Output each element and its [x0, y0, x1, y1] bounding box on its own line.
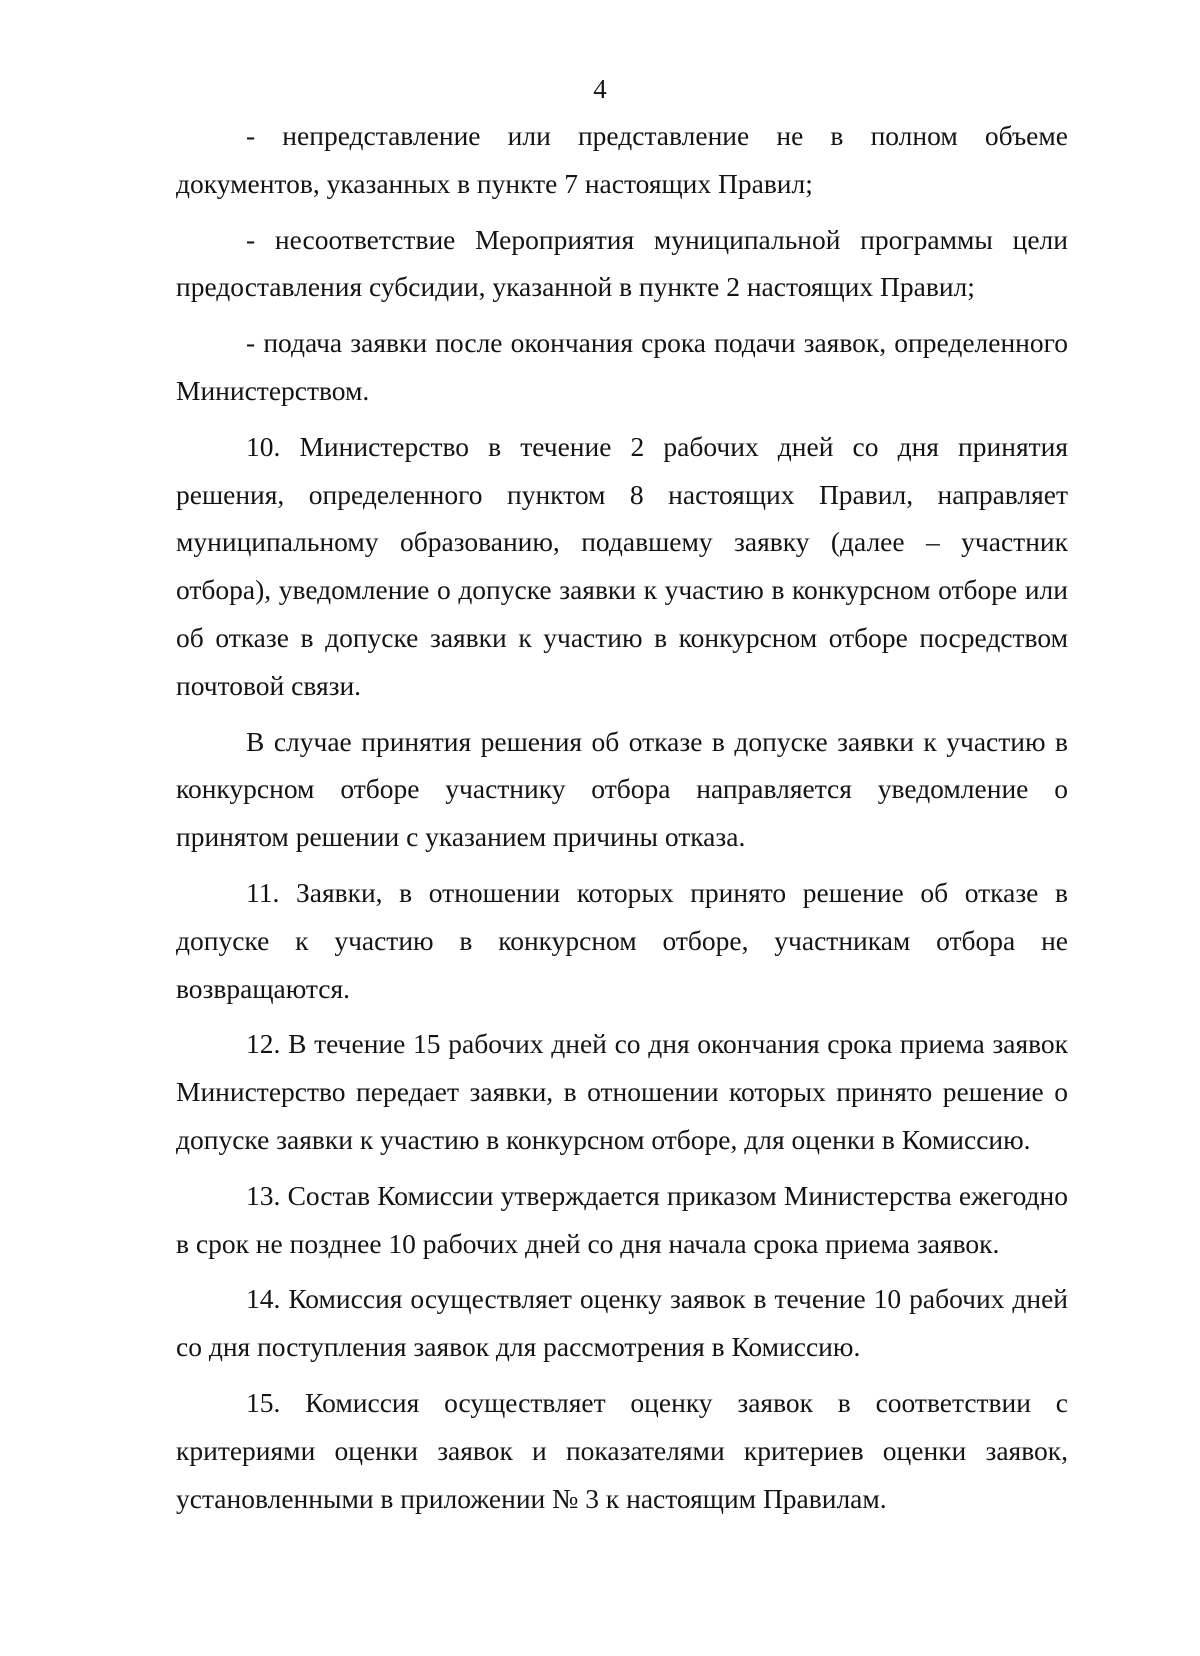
paragraph-clause-10: 10. Министерство в течение 2 рабочих дней со дня принятия решения, определенного пунктом 8 настоящих Правил, направляет муниципальному образованию, подавшему заявку (далее – участник отбора), уведомление о допуске заявки к участию в конкурсном отборе или об отказе в допуске заявки к участию в конкурсном отборе посредством почтовой связи. [176, 430, 1068, 701]
paragraph-clause-14: 14. Комиссия осуществляет оценку заявок в течение 10 рабочих дней со дня поступления заявок для рассмотрения в Комиссию. [176, 1283, 1068, 1363]
paragraph-rejection-notice: В случае принятия решения об отказе в допуске заявки к участию в конкурсном отборе участнику отбора направляется уведомление о принятом решении с указанием причины отказа. [176, 725, 1068, 853]
page-number: 4 [593, 74, 607, 104]
paragraph-clause-12: 12. В течение 15 рабочих дней со дня окончания срока приема заявок Министерство передает заявки, в отношении которых принято решение о допуске заявки к участию в конкурсном отборе, для оценки в Комиссию. [176, 1028, 1068, 1155]
paragraph-clause-13: 13. Состав Комиссии утверждается приказом Министерства ежегодно в срок не позднее 10 рабочих дней со дня начала срока приема заявок. [176, 1179, 1068, 1259]
paragraph-clause-11: 11. Заявки, в отношении которых принято решение об отказе в допуске к участию в конкурсном отборе, участникам отбора не возвращаются. [176, 876, 1068, 1004]
document-body [176, 112, 1068, 1522]
paragraph-missing-documents: - непредставление или представление не в полном объеме документов, указанных в пункте 7 настоящих Правил; [176, 120, 1068, 199]
paragraph-late-submission: - подача заявки после окончания срока подачи заявок, определенного Министерством. [176, 327, 1068, 406]
paragraph-program-mismatch: - несоответствие Мероприятия муниципальной программы цели предоставления субсидии, указанной в пункте 2 настоящих Правил; [176, 223, 1068, 303]
paragraph-clause-15: 15. Комиссия осуществляет оценку заявок в соответствии с критериями оценки заявок и показателями критериев оценки заявок, установленными в приложении № 3 к настоящим Правилам. [176, 1386, 1068, 1514]
